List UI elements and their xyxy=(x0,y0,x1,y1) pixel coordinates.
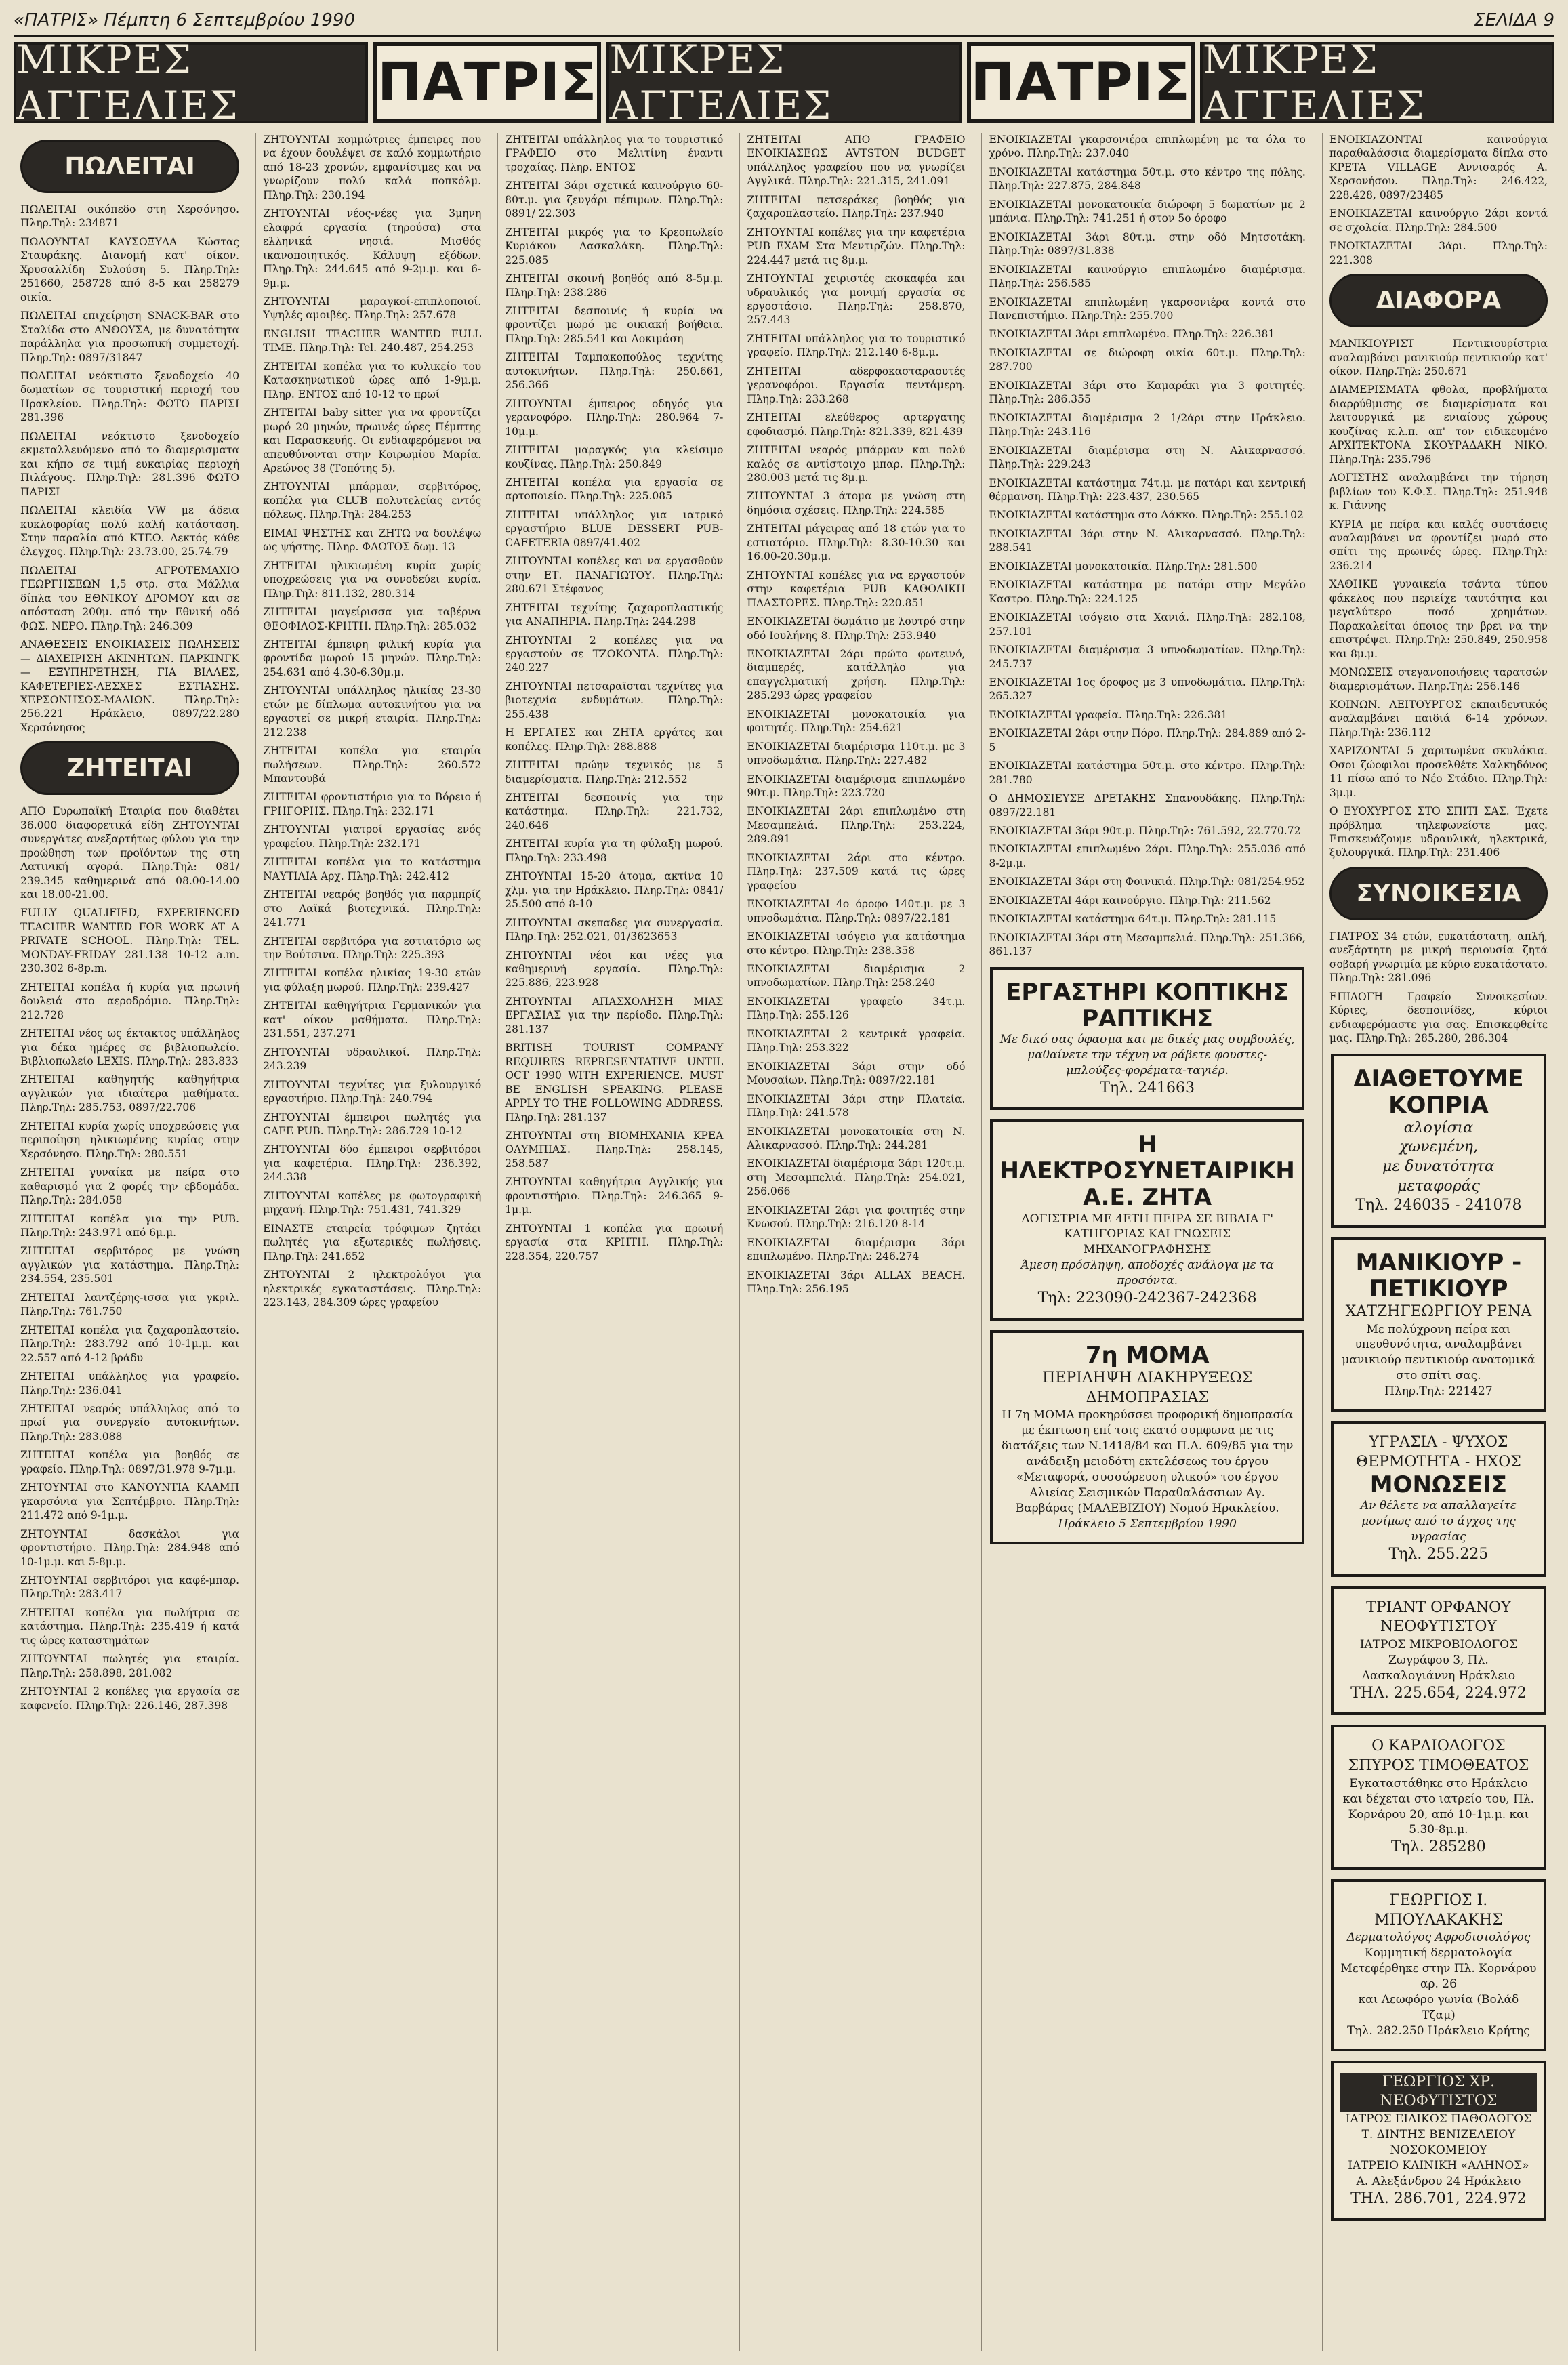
classified-ad: ΖΗΤΕΙΤΑΙ αδερφοκασταραουτές γερανοφόροι. Εργασία πεντάμερη. Πληρ.Τηλ: 233.268 xyxy=(747,365,966,405)
classified-ad: ΖΗΤΕΙΤΑΙ σκοινή βοηθός από 8-5μ.μ. Πληρ.Τηλ: 238.286 xyxy=(505,272,724,299)
ads-list xyxy=(1329,744,1548,860)
classified-ad: ΖΗΤΟΥΝΤΑΙ 2 κοπέλες για να εργαστούν σε ΤΖΟΚΟΝΤΑ. Πληρ.Τηλ: 240.227 xyxy=(505,634,724,674)
classified-ad: ΖΗΤΕΙΤΑΙ κοπέλα για ζαχαροπλαστείο. Πληρ.Τηλ: 283.792 από 10-1μ.μ. και 22.557 από 4-12 βράδυ xyxy=(20,1323,240,1364)
classified-ad: ΕΝΟΙΚΙΑΖΕΤΑΙ ισόγειο για κατάστημα στο κέντρο. Πληρ.Τηλ: 238.358 xyxy=(747,930,966,957)
box-text: Άμεση πρόσληψη, αποδοχές ανάλογα με τα προσόντα. xyxy=(1020,1258,1274,1288)
classified-ad: ΖΗΤΕΙΤΑΙ υπάλληλος για το τουριστικό ΓΡΑΦΕΙΟ στο Μελιτίνη έναντι τροχαίας. Πληρ. ΕΝΤΟΣ xyxy=(505,133,724,173)
column-2 xyxy=(255,133,488,2351)
classified-ad: ΖΗΤΕΙΤΑΙ νεαρός υπάλληλος από το πρωί για συνεργείο αυτοκινήτων. Πληρ.Τηλ: 283.088 xyxy=(20,1402,240,1443)
classified-ad: ΕΝΟΙΚΙΑΖΕΤΑΙ κατάστημα 50τ.μ. στο κέντρο. Πληρ.Τηλ: 281.780 xyxy=(989,760,1306,786)
classified-ad: ΕΝΟΙΚΙΑΖΕΤΑΙ κατάστημα 74τ.μ. με πατάρι και κεντρική θέρμανση. Πληρ.Τηλ: 223.437, 230.565 xyxy=(989,476,1306,503)
page-number: ΣΕΛΙΔΑ 9 xyxy=(1474,10,1554,30)
classified-ad: ΖΗΤΕΙΤΑΙ υπάλληλος για το τουριστικό γραφείο. Πληρ.Τηλ: 212.140 6-8μ.μ. xyxy=(747,332,966,359)
classified-ad: ΕΝΟΙΚΙΑΖΕΤΑΙ μονοκατοικία για φοιτητές. Πληρ.Τηλ: 254.621 xyxy=(747,707,966,735)
classified-ad: ΖΗΤΕΙΤΑΙ κοπέλα ή κυρία για πρωινή δουλειά στο αεροδρόμιο. Πληρ.Τηλ: 212.728 xyxy=(20,981,240,1021)
classified-ad: ΖΗΤΟΥΝΤΑΙ 2 κοπέλες για εργασία σε καφενείο. Πληρ.Τηλ: 226.146, 287.398 xyxy=(20,1685,240,1712)
box-orfanos xyxy=(1331,1586,1546,1716)
classified-ad: ΕΝΟΙΚΙΑΖΕΤΑΙ επιπλωμένη γκαρσονιέρα κοντά στο Πανεπιστήμιο. Πληρ.Τηλ: 255.700 xyxy=(989,295,1306,322)
classified-ad: ΖΗΤΕΙΤΑΙ νέος ως έκτακτος υπάλληλος για δέκα ημέρες σε βιβλιοπωλείο. Βιβλιοπωλείο LEXIS. Πληρ.Τηλ: 283.833 xyxy=(20,1027,240,1068)
classified-ad: ΖΗΤΟΥΝΤΑΙ ΑΠΑΣΧΟΛΗΣΗ ΜΙΑΣ ΕΡΓΑΣΙΑΣ για την περίοδο. Πληρ.Τηλ: 281.137 xyxy=(505,995,724,1035)
box-text: Εγκαταστάθηκε στο Ηράκλειο και δέχεται στο ιατρείο του, Πλ. Κορνάρου 20, από 10-1μ.μ. και 5.30-8μ.μ. xyxy=(1342,1776,1535,1837)
classified-ad: ΕΝΟΙΚΙΑΖΕΤΑΙ 3άρι ALLAX BEACH. Πληρ.Τηλ: 256.195 xyxy=(747,1269,966,1296)
box-text: και Λεωφόρο γωνία (Βολάδ Τζαμ) xyxy=(1358,1992,1519,2022)
classified-ad: ΚΥΡΙΑ με πείρα και καλές συστάσεις αναλαμβάνει να φροντίζει μωρό στο σπίτι της πρωινές ώρες. Πληρ.Τηλ: 236.214 xyxy=(1329,518,1548,572)
classified-ad: ΖΗΤΟΥΝΤΑΙ χειριστές εκσκαφέα και υδραυλικός για μονιμή εργασία σε εργοστάσιο. Πληρ.Τηλ: 258.870, 257.443 xyxy=(747,272,966,327)
box-title: Η ΗΛΕΚΤΡΟΣΥΝΕΤΑΙΡΙΚΗ Α.Ε. ΖΗΤΑ xyxy=(999,1131,1295,1212)
classified-ad: ΕΝΟΙΚΙΑΖΕΤΑΙ διαμέρισμα 3 υπνοδωματίων. Πληρ.Τηλ: 245.737 xyxy=(989,644,1306,670)
box-text: Τ. ΔΙΝΤΗΣ ΒΕΝΙΖΕΛΕΙΟΥ ΝΟΣΟΚΟΜΕΙΟΥ xyxy=(1361,2127,1516,2157)
classified-ad: ΖΗΤΟΥΝΤΑΙ κοπέλες με φωτογραφική μηχανή. Πληρ.Τηλ: 751.431, 741.329 xyxy=(263,1189,482,1216)
classified-ad: ΕΝΟΙΚΙΑΖΕΤΑΙ διαμέρισμα 2 υπνοδωματίων. Πληρ.Τηλ: 258.240 xyxy=(747,963,966,989)
classified-ad: ΕΝΟΙΚΙΑΖΕΤΑΙ 3άρι στην Ν. Αλικαρνασσό. Πληρ.Τηλ: 288.541 xyxy=(989,527,1306,554)
classified-ad: Η ΕΡΓΑΤΕΣ και ΖΗΤΑ εργάτες και κοπέλες. Πληρ.Τηλ: 288.888 xyxy=(505,726,724,753)
ads-list xyxy=(747,133,965,1296)
classified-ad: ΖΗΤΟΥΝΤΑΙ νέος-νέες για 3μηνη ελαφρά εργασία (τηρούσα) στα ελληνικά νησιά. Μισθός ικανοποιητικός. Κάλυψη εξόδων. Πληρ.Τηλ: 244.645 από 9-2μ.μ. και 6-9μ.μ. xyxy=(263,207,482,289)
box-text: Μετεφέρθηκε στην Πλ. Κορνάρου αρ. 26 xyxy=(1340,1962,1537,1991)
classified-ad: ΖΗΤΕΙΤΑΙ δεσποινίς ή κυρία να φροντίζει μωρό με οικιακή βοήθεια. Πληρ.Τηλ: 285.541 και Δοκιμάση xyxy=(505,304,724,345)
box-neofytistos xyxy=(1331,2061,1546,2221)
classified-ad: ΖΗΤΟΥΝΤΑΙ σκεπαδες για συνεργασία. Πληρ.Τηλ: 252.021, 01/3623653 xyxy=(505,916,724,943)
classified-ad: ΑΝΑΘΕΣΕΙΣ ΕΝΟΙΚΙΑΣΕΙΣ ΠΩΛΗΣΕΙΣ — ΔΙΑΧΕΙΡΙΣΗ ΑΚΙΝΗΤΩΝ. ΠΑΡΚΙΝΓΚ — ΕΞΥΠΗΡΕΤΗΣΗ, ΓΙΑ ΒΙΛΛΕΣ, ΚΑΦΕΤΕΡΙΕΣ-ΛΕΣΧΕΣ ΕΣΤΙΑΣΗΣ. ΧΕΡΣΟΝΗΣΟΣ-ΜΑΛΙΩΝ. Πληρ.Τηλ: 256.221 Ηράκλειο, 0897/22.280 Χερσόνησος xyxy=(20,638,240,734)
box-phone: Τηλ: 223090-242367-242368 xyxy=(1037,1290,1257,1307)
box-title: 7η ΜΟΜΑ xyxy=(1085,1341,1210,1369)
box-title: ΓΕΩΡΓΙΟΣ ΧΡ. ΝΕΟΦΥΤΙΣΤΟΣ xyxy=(1340,2073,1537,2112)
box-phone: Τηλ. 241663 xyxy=(1100,1079,1195,1096)
classified-ad: BRITISH TOURIST COMPANY REQUIRES REPRESENTATIVE UNTIL OCT 1990 WITH EXPERIENCE. MUST BE ENGLISH SPEAKING. PLEASE APPLY TO THE FOLLOWING ADDRESS. Πληρ.Τηλ: 281.137 xyxy=(505,1042,724,1124)
classified-ad: ΖΗΤΕΙΤΑΙ κοπέλα για την PUB. Πληρ.Τηλ: 243.971 από 6μ.μ. xyxy=(20,1212,240,1239)
classified-ad: ΖΗΤΕΙΤΑΙ 3άρι σχετικά καινούργιο 60-80τ.μ. για ζευγάρι πέπιμων. Πληρ.Τηλ: 0891/ 22.303 xyxy=(505,180,724,220)
classified-ad: ΖΗΤΟΥΝΤΑΙ μαραγκοί-επιπλοποιοί. Υψηλές αμοιβές. Πληρ.Τηλ: 257.678 xyxy=(263,295,482,322)
box-line: χωνεμένη, xyxy=(1399,1138,1478,1156)
classified-ad: ΖΗΤΕΙΤΑΙ κοπέλα για το κυλικείο του Κατασκηνωτικού ώρες από 1-9μ.μ. Πληρ. ΕΝΤΟΣ από 10-12 το πρωί xyxy=(263,360,482,400)
ads-list xyxy=(1329,337,1548,739)
section-heading-poleitai: ΠΩΛΕΙΤΑΙ xyxy=(20,140,239,193)
box-title: ΜΑΝΙΚΙΟΥΡ - ΠΕΤΙΚΙΟΥΡ xyxy=(1355,1248,1522,1302)
classified-ad: ΖΗΤΟΥΝΤΑΙ υπάλληλος ηλικίας 23-30 ετών με δίπλωμα αυτοκινήτου για να εργαστεί σε μικρή εταιρία. Πληρ.Τηλ: 212.238 xyxy=(263,684,482,739)
classified-ad: ΕΝΟΙΚΙΑΖΕΤΑΙ διαμέρισμα 2 1/2άρι στην Ηράκλειο. Πληρ.Τηλ: 243.116 xyxy=(989,411,1306,438)
classified-ad: ΕΝΟΙΚΙΑΖΕΤΑΙ 1ος όροφος με 3 υπνοδωμάτια. Πληρ.Τηλ: 265.327 xyxy=(989,676,1306,703)
classified-ad: ΕΝΟΙΚΙΑΖΕΤΑΙ διαμέρισμα 3άρι 120τ.μ. στη Μεσαμπελιά. Πληρ.Τηλ: 254.021, 256.066 xyxy=(747,1157,966,1198)
classified-ad: ΖΗΤΕΙΤΑΙ μαραγκός για κλείσιμο κουζίνας. Πληρ.Τηλ: 250.849 xyxy=(505,444,724,470)
classified-ad: ΖΗΤΟΥΝΤΑΙ μπάρμαν, σερβιτόρος, κοπέλα για CLUB πολυτελείας εντός πόλεως. Πληρ.Τηλ: 284.253 xyxy=(263,480,482,521)
classified-ad: ΖΗΤΕΙΤΑΙ κοπέλα για το κατάστημα ΝΑΥΤΙΛΙΑ Αρχ. Πληρ.Τηλ: 242.412 xyxy=(263,856,482,882)
classified-ad: ΖΗΤΕΙΤΑΙ μάγειρας από 18 ετών για το εστιατόριο. Πληρ.Τηλ: 8.30-10.30 και 16.00-20.30μ.μ. xyxy=(747,522,966,563)
box-date: Ηράκλειο 5 Σεπτεμβρίου 1990 xyxy=(1058,1517,1237,1531)
classified-ad: ΜΑΝΙΚΙΟΥΡΙΣΤ Πεντικιουρίστρια αναλαμβάνει μανικιούρ πεντικιούρ κατ' οίκον. Πληρ.Τηλ: 250.671 xyxy=(1329,337,1548,377)
box-phone: Τηλ. 255.225 xyxy=(1388,1546,1489,1563)
classified-ad: ΕΝΟΙΚΙΑΖΕΤΑΙ μονοκατοικία. Πληρ.Τηλ: 281.500 xyxy=(989,560,1258,573)
box-name: Δερματολόγος Αφροδισιολόγος xyxy=(1346,1931,1531,1945)
classified-ad: ΕΝΟΙΚΙΑΖΕΤΑΙ 2άρι επιπλωμένο στη Μεσαμπελιά. Πληρ.Τηλ: 253.224, 289.891 xyxy=(747,805,966,846)
classified-ad: ΖΗΤΟΥΝΤΑΙ δασκάλοι για φροντιστήριο. Πληρ.Τηλ: 284.948 από 10-1μ.μ. και 5-8μ.μ. xyxy=(20,1527,240,1568)
classified-ad: ΕΝΟΙΚΙΑΖΕΤΑΙ 3άρι 90τ.μ. Πληρ.Τηλ: 761.592, 22.770.72 xyxy=(989,825,1301,838)
box-title: ΓΕΩΡΓΙΟΣ Ι. ΜΠΟΥΛΑΚΑΚΗΣ xyxy=(1374,1892,1503,1929)
box-name: ΙΑΤΡΟΣ ΕΙΔΙΚΟΣ ΠΑΘΟΛΟΓΟΣ xyxy=(1345,2112,1532,2126)
box-text: Με δικό σας ύφασμα και με δικές μας συμβουλές, μαθαίνετε την τέχνη να ράβετε φουστες-μπλούζες-φορέματα-ταγιέρ. xyxy=(999,1032,1295,1077)
box-subtitle: ΠΕΡΙΛΗΨΗ ΔΙΑΚΗΡΥΞΕΩΣ ΔΗΜΟΠΡΑΣΙΑΣ xyxy=(1042,1369,1253,1406)
box-title: ΤΡΙΑΝΤ ΟΡΦΑΝΟΥ ΝΕΟΦΥΤΙΣΤΟΥ xyxy=(1366,1599,1511,1636)
classified-ad: ΖΗΤΕΙΤΑΙ πετσεράκες βοηθός για ζαχαροπλαστείο. Πληρ.Τηλ: 237.940 xyxy=(747,193,966,220)
classified-ad: ΕΝΟΙΚΙΑΖΕΤΑΙ 3άρι στη Μεσαμπελιά. Πληρ.Τηλ: 251.366, 861.137 xyxy=(989,931,1306,958)
classified-ad: ΖΗΤΕΙΤΑΙ κυρία χωρίς υποχρεώσεις για περιποίηση ηλικιωμένης κυρίας στην Χερσόνησο. Πληρ.Τηλ: 280.551 xyxy=(20,1119,240,1160)
banner-logo-1: ΠΑΤΡΙΣ xyxy=(373,42,601,123)
classified-ad: ΕΝΟΙΚΙΑΖΕΤΑΙ μονοκατοικία στη Ν. Αλικαρνασσό. Πληρ.Τηλ: 244.281 xyxy=(747,1125,966,1151)
box-title: Ο ΚΑΡΔΙΟΛΟΓΟΣ ΣΠΥΡΟΣ ΤΙΜΟΘΕΑΤΟΣ xyxy=(1348,1737,1529,1775)
classified-ad: ΖΗΤΕΙΤΑΙ baby sitter για να φροντίζει μωρό 20 μηνών, πρωινές ώρες Πέμπτης και Παρασκευής. Οι ενδιαφερόμενοι να απευθύνονται στην Κοιρωμίου Μαρία. Αρεώνος 38 (Τοπότης 5). xyxy=(263,407,482,474)
classified-ad: ΖΗΤΕΙΤΑΙ καθηγήτρια Γερμανικών για κατ' οίκον μαθήματα. Πληρ.Τηλ: 231.551, 237.271 xyxy=(263,1000,482,1040)
classified-ad: ΖΗΤΕΙΤΑΙ λαντζέρης-ισσα για γκριλ. Πληρ.Τηλ: 761.750 xyxy=(20,1291,240,1318)
box-line: με δυνατότητα xyxy=(1382,1157,1495,1175)
classified-ad: ΕΝΟΙΚΙΑΖΕΤΑΙ 4ο όροφο 140τ.μ. με 3 υπνοδωμάτια. Πληρ.Τηλ: 0897/22.181 xyxy=(747,898,966,924)
classified-ad: ΕΝΟΙΚΙΑΖΕΤΑΙ κατάστημα με πατάρι στην Μεγάλο Καστρο. Πληρ.Τηλ: 224.125 xyxy=(989,579,1306,605)
box-kopria xyxy=(1331,1054,1546,1228)
classified-ad: ΠΩΛΕΙΤΑΙ νεόκτιστο ξενοδοχείο 40 δωματίων σε τουριστική περιοχή του Ηρακλείου. Πληρ.Τηλ: ΦΩΤΟ ΠΑΡΙΣΙ 281.396 xyxy=(20,369,240,424)
classified-ad: ΖΗΤΕΙΤΑΙ ΑΠΟ ΓΡΑΦΕΙΟ ΕΝΟΙΚΙΑΣΕΩΣ AVTSTON BUDGET υπάλληλος γραφείου που να γνωρίζει Αγγλικά. Πληρ.Τηλ: 221.315, 241.091 xyxy=(747,133,966,188)
classified-ad: ΖΗΤΟΥΝΤΑΙ σερβιτόροι για καφέ-μπαρ. Πληρ.Τηλ: 283.417 xyxy=(20,1574,240,1601)
classified-ad: ΓΙΑΤΡΟΣ 34 ετών, ευκατάστατη, απλή, ανεξάρτητη με μικρή περιουσία ζητά σοβαρή γνωριμία με κύριο ευκατάστατο. Πληρ.Τηλ: 281.096 xyxy=(1329,930,1548,985)
ads-list xyxy=(263,133,481,1309)
classified-ad: ΕΝΟΙΚΙΑΖΕΤΑΙ δωμάτιο με λουτρό στην οδό Ιουλήνης 8. Πληρ.Τηλ: 253.940 xyxy=(747,615,966,642)
classified-ad: ΖΗΤΟΥΝΤΑΙ καθηγήτρια Αγγλικής για φροντιστήριο. Πληρ.Τηλ: 246.365 9-1μ.μ. xyxy=(505,1176,724,1216)
classified-ad: ΕΠΙΛΟΓΗ Γραφείο Συνοικεσίων. Κύριες, δεσποινίδες, κύριοι ενδιαφερόμαστε για σας. Επισκεφθείτε μας. Πληρ.Τηλ: 285.280, 286.304 xyxy=(1329,990,1548,1045)
classified-ad: ΖΗΤΟΥΝΤΑΙ κοπέλες για να εργαστούν στην καφετέρια PUB ΚΑΘΟΛΙΚΗ ΠΛΑΣΤΟΡΕΣ. Πληρ.Τηλ: 220.851 xyxy=(747,569,966,609)
banner-classifieds-1: ΜΙΚΡΕΣ ΑΓΓΕΛΙΕΣ xyxy=(14,42,368,123)
classified-ad: ΕΝΟΙΚΙΑΖΕΤΑΙ 3άρι στο Καμαράκι για 3 φοιτητές. Πληρ.Τηλ: 286.355 xyxy=(989,379,1306,406)
classified-ad: ΕΝΟΙΚΙΑΖΕΤΑΙ γραφείο 34τ.μ. Πληρ.Τηλ: 255.126 xyxy=(747,995,966,1022)
classified-ad: ΕΙΜΑΙ ΨΗΣΤΗΣ και ΖΗΤΩ να δουλέψω ως ψήστης. Πληρ. ΦΛΩΤΟΣ δωμ. 13 xyxy=(263,527,482,554)
classified-ad: ΕΝΟΙΚΙΑΖΟΝΤΑΙ καινούργια παραθαλάσσια διαμερίσματα δίπλα στο KPETA VILLAGE Αννισαρός Α. Χερσονήσου. Πληρ.Τηλ: 246.422, 228.428, 0897/23485 xyxy=(1329,133,1548,201)
section-heading-zitetai: ΖΗΤΕΙΤΑΙ xyxy=(20,741,239,795)
box-phone: ΤΗΛ. 286.701, 224.972 xyxy=(1350,2189,1527,2207)
ads-list xyxy=(505,133,723,1263)
classified-ad: ΕΝΟΙΚΙΑΖΕΤΑΙ κατάστημα 50τ.μ. στο κέντρο της πόλης. Πληρ.Τηλ: 227.875, 284.848 xyxy=(989,165,1306,192)
classified-ad: ΖΗΤΟΥΝΤΑΙ στη ΒΙΟΜΗΧΑΝΙΑ ΚΡΕΑ ΟΛΥΜΠΙΑΣ. Πληρ.Τηλ: 258.145, 258.587 xyxy=(505,1130,724,1170)
ads-grid xyxy=(14,133,1554,2351)
classified-ad: ENGLISH TEACHER WANTED FULL TIME. Πληρ.Τηλ: Tel. 240.487, 254.253 xyxy=(263,327,482,354)
masthead-strip xyxy=(14,5,1554,37)
box-text: Α. Αλεξάνδρου 24 Ηράκλειο xyxy=(1356,2174,1521,2188)
classified-ad: ΕΝΟΙΚΙΑΖΕΤΑΙ 3άρι στην Πλατεία. Πληρ.Τηλ: 241.578 xyxy=(747,1092,966,1119)
box-name: ΧΑΤΖΗΓΕΩΡΓΙΟΥ ΡΕΝΑ xyxy=(1345,1302,1532,1320)
ads-list xyxy=(1329,133,1548,267)
classified-ad: ΖΗΤΟΥΝΤΑΙ 15-20 άτομα, ακτίνα 10 χλμ. για την Ηράκλειο. Πληρ.Τηλ: 0841/ 25.500 από 8-10 xyxy=(505,870,724,911)
classified-ad: ΕΝΟΙΚΙΑΖΕΤΑΙ σε διώροφη οικία 60τ.μ. Πληρ.Τηλ: 287.700 xyxy=(989,346,1306,373)
box-name: ΙΑΤΡΟΣ ΜΙΚΡΟΒΙΟΛΟΓΟΣ xyxy=(1359,1638,1518,1652)
classified-ad: ΕΙΝΑΣΤΕ εταιρεία τρόφιμων ζητάει πωλητές για εξωτερικές πωλήσεις. Πληρ.Τηλ: 241.652 xyxy=(263,1222,482,1262)
classified-ad: ΖΗΤΕΙΤΑΙ κοπέλα για εταιρία πωλήσεων. Πληρ.Τηλ: 260.572 Μπαντουβά xyxy=(263,745,482,785)
classified-ad: ΖΗΤΕΙΤΑΙ κοπέλα για εργασία σε αρτοποιείο. Πληρ.Τηλ: 225.085 xyxy=(505,476,724,503)
classified-ad: ΖΗΤΕΙΤΑΙ νεαρός βοηθός για παρμπρίζ στο Λαϊκά βιοτεχνικά. Πληρ.Τηλ: 241.771 xyxy=(263,888,482,929)
classified-ad: ΕΝΟΙΚΙΑΖΕΤΑΙ 2άρι για φοιτητές στην Κνωσού. Πληρ.Τηλ: 216.120 8-14 xyxy=(747,1204,966,1231)
box-phone: Τηλ. 282.250 Ηράκλειο Κρήτης xyxy=(1347,2023,1530,2038)
classified-ad: ΖΗΤΕΙΤΑΙ γυναίκα με πείρα στο καθαρισμό για 2 φορές την εβδομάδα. Πληρ.Τηλ: 284.058 xyxy=(20,1166,240,1207)
column-3 xyxy=(497,133,730,2351)
classified-ad: ΕΝΟΙΚΙΑΖΕΤΑΙ καινούργιο 2άρι κοντά σε σχολεία. Πληρ.Τηλ: 284.500 xyxy=(1329,207,1548,234)
classified-ad: ΖΗΤΕΙΤΑΙ δεσποινίς για την κατάστημα. Πληρ.Τηλ: 221.732, 240.646 xyxy=(505,791,724,831)
masthead-date: «ΠΑΤΡΙΣ» Πέμπτη 6 Σεπτεμβρίου 1990 xyxy=(14,10,356,30)
classified-ad: ΖΗΤΟΥΝΤΑΙ γιατροί εργασίας ενός γραφείου. Πληρ.Τηλ: 232.171 xyxy=(263,823,482,850)
classified-ad: ΖΗΤΟΥΝΤΑΙ έμπειρος οδηγός για γερανοφόρο. Πληρ.Τηλ: 280.964 7-10μ.μ. xyxy=(505,397,724,438)
ads-list xyxy=(20,203,239,735)
classified-ad: ΠΩΛΕΙΤΑΙ κλειδία VW με άδεια κυκλοφορίας πολύ καλή κατάσταση. Στην παραλία από ΚΤΕΟ. Δεκτός κάθε έλεγχος. Πληρ.Τηλ: 23.73.00, 25.74.79 xyxy=(20,504,240,558)
classified-ad: ΕΝΟΙΚΙΑΖΕΤΑΙ 4άρι καινούργιο. Πληρ.Τηλ: 211.562 xyxy=(989,894,1271,907)
box-title: ΥΓΡΑΣΙΑ - ΨΥΧΟΣ ΘΕΡΜΟΤΗΤΑ - ΗΧΟΣ xyxy=(1356,1434,1521,1471)
box-text: Ζωγράφου 3, Πλ. Δασκαλογιάννη Ηράκλειο xyxy=(1361,1653,1516,1683)
classified-ad: ΕΝΟΙΚΙΑΖΕΤΑΙ 3άρι στην οδό Μουσαίων. Πληρ.Τηλ: 0897/22.181 xyxy=(747,1060,966,1087)
box-ygrasia xyxy=(1331,1421,1546,1577)
classified-ad: ΖΗΤΕΙΤΑΙ κοπέλα για βοηθός σε γραφείο. Πληρ.Τηλ: 0897/31.978 9-7μ.μ. xyxy=(20,1449,240,1475)
classified-ad: ΖΗΤΕΙΤΑΙ μαγείρισσα για ταβέρνα ΘΕΟΦΙΛΟΣ-ΚΡΗΤΗ. Πληρ.Τηλ: 285.032 xyxy=(263,606,482,632)
classified-ad: ΑΠΟ Ευρωπαϊκή Εταιρία που διαθέτει 36.000 διαφορετικά είδη ΖΗΤΟΥΝΤΑΙ συνεργάτες ανεξαρτήτως φύλου για την προώθηση των προϊόντων της στη Λατινική αγορά. Πληρ.Τηλ: 081/ 239.345 καθημερινά από 08.00-14.00 και 18.00-21.00. xyxy=(20,805,240,901)
classified-ad: ΠΩΛΕΙΤΑΙ οικόπεδο στη Χερσόνησο. Πληρ.Τηλ: 234871 xyxy=(20,203,240,230)
banner-classifieds-2: ΜΙΚΡΕΣ ΑΓΓΕΛΙΕΣ xyxy=(606,42,961,123)
box-text: Κομμητική δερματολογία xyxy=(1364,1946,1512,1960)
classified-ad: ΕΝΟΙΚΙΑΖΕΤΑΙ 2άρι στο κέντρο. Πληρ.Τηλ: 237.509 κατά τις ώρες γραφείου xyxy=(747,851,966,892)
box-line: μεταφοράς xyxy=(1397,1177,1480,1195)
classified-ad: ΕΝΟΙΚΙΑΖΕΤΑΙ κατάστημα στο Λάκκο. Πληρ.Τηλ: 255.102 xyxy=(989,509,1304,522)
ads-list xyxy=(1329,930,1548,1046)
box-phone: Πληρ.Τηλ: 221427 xyxy=(1384,1384,1493,1399)
classified-ad: ΖΗΤΟΥΝΤΑΙ στο ΚΑΝΟΥΝΤΙΑ ΚΛΑΜΠ γκαρσόνια για Σεπτέμβριο. Πληρ.Τηλ: 211.472 από 9-1μ.μ. xyxy=(20,1481,240,1522)
classified-ad: ΕΝΟΙΚΙΑΖΕΤΑΙ επιπλωμένο 2άρι. Πληρ.Τηλ: 255.036 από 8-2μ.μ. xyxy=(989,843,1306,869)
classified-ad: ΖΗΤΟΥΝΤΑΙ κομμώτριες έμπειρες που να έχουν δουλέψει σε καλό κομμωτήριο από 18-23 χρονών, εμφανίσιμες και να γνωρίζουν πολύ καλά ποπκόλμ. Πληρ.Τηλ: 230.194 xyxy=(263,133,482,201)
classified-ad: ΖΗΤΟΥΝΤΑΙ 1 κοπέλα για πρωινή εργασία στα ΚΡΗΤΗ. Πληρ.Τηλ: 228.354, 220.757 xyxy=(505,1222,724,1262)
box-phone: Τηλ. 285280 xyxy=(1391,1838,1486,1856)
ads-list xyxy=(20,804,239,1712)
section-banner xyxy=(14,37,1554,129)
classified-ad: ΖΗΤΕΙΤΑΙ Ταμπακοπούλος τεχνίτης αυτοκινήτων. Πληρ.Τηλ: 250.661, 256.366 xyxy=(505,351,724,392)
classified-ad: ΕΝΟΙΚΙΑΖΕΤΑΙ 3άρι στη Φοινικιά. Πληρ.Τηλ: 081/254.952 xyxy=(989,876,1305,888)
classified-ad: ΖΗΤΕΙΤΑΙ φροντιστήριο για το Βόρειο ή ΓΡΗΓΟΡΗΣ. Πληρ.Τηλ: 232.171 xyxy=(263,791,482,817)
classified-ad: ΕΝΟΙΚΙΑΖΕΤΑΙ 3άρι 80τ.μ. στην οδό Μητσοτάκη. Πληρ.Τηλ: 0897/31.838 xyxy=(989,230,1306,258)
classified-ad: ΖΗΤΟΥΝΤΑΙ έμπειροι πωλητές για CAFE PUB. Πληρ.Τηλ: 286.729 10-12 xyxy=(263,1111,482,1137)
classified-ad: ΕΝΟΙΚΙΑΖΕΤΑΙ ισόγειο στα Χανιά. Πληρ.Τηλ: 282.108, 257.101 xyxy=(989,611,1306,638)
classified-ad: ΖΗΤΕΙΤΑΙ υπάλληλος για γραφείο. Πληρ.Τηλ: 236.041 xyxy=(20,1370,240,1397)
classified-ad: ΧΑΘΗΚΕ γυναικεία τσάντα τύπου φάκελος που περιείχε ταυτότητα και μεγαλύτερο ποσό χρημάτων. Παρακαλείται όποιος την βρει να την επιστρέψει. Πληρ.Τηλ: 250.849, 250.958 και 8μ.μ. xyxy=(1329,578,1548,660)
classified-ad: ΖΗΤΕΙΤΑΙ κοπέλα για πωλήτρια σε κατάστημα. Πληρ.Τηλ: 235.419 ή κατά τις ώρες καταστημάτων xyxy=(20,1606,240,1647)
ads-list xyxy=(989,133,1305,959)
box-text: ΛΟΓΙΣΤΡΙΑ ΜΕ 4ΕΤΗ ΠΕΙΡΑ ΣΕ ΒΙΒΛΙΑ Γ' ΚΑΤΗΓΟΡΙΑΣ ΚΑΙ ΓΝΩΣΕΙΣ ΜΗΧΑΝΟΓΡΑΦΗΣΗΣ xyxy=(1021,1212,1274,1257)
box-moma xyxy=(990,1330,1304,1544)
classified-ad: ΖΗΤΕΙΤΑΙ κυρία για τη φύλαξη μωρού. Πληρ.Τηλ: 233.498 xyxy=(505,838,724,864)
banner-logo-2: ΠΑΤΡΙΣ xyxy=(967,42,1195,123)
classified-ad: Ο ΔΗΜΟΣΙΕΥΣΕ ΔΡΕΤΑΚΗΣ Σπανουδάκης. Πληρ.Τηλ: 0897/22.181 xyxy=(989,792,1306,819)
classified-ad: ΠΩΛΕΙΤΑΙ ΑΓΡΟΤΕΜΑΧΙΟ ΓΕΩΡΓΗΣΕΩΝ 1,5 στρ. στα Μάλλια δίπλα του ΕΘΝΙΚΟΥ ΔΡΟΜΟΥ και σε απόσταση 200μ. από την Εθνική οδό ΦΩΣ. ΝΕΡΟ. Πληρ.Τηλ: 246.309 xyxy=(20,564,240,632)
classified-ad: ΖΗΤΟΥΝΤΑΙ κοπέλες για την καφετέρια PUB EXAM Στα Μεντιρζών. Πληρ.Τηλ: 224.447 μετά τις 8μ.μ. xyxy=(747,226,966,266)
classified-ad: ΖΗΤΟΥΝΤΑΙ πωλητές για εταιρία. Πληρ.Τηλ: 258.898, 281.082 xyxy=(20,1653,240,1679)
classified-ad: ΕΝΟΙΚΙΑΖΕΤΑΙ 3άρι. Πληρ.Τηλ: 221.308 xyxy=(1329,240,1548,266)
box-phone: ΤΗΛ. 225.654, 224.972 xyxy=(1350,1684,1527,1702)
classified-ad: ΕΝΟΙΚΙΑΖΕΤΑΙ καινούργιο επιπλωμένο διαμέρισμα. Πληρ.Τηλ: 256.585 xyxy=(989,263,1306,290)
classified-ad: ΖΗΤΟΥΝΤΑΙ υδραυλικοί. Πληρ.Τηλ: 243.239 xyxy=(263,1046,482,1073)
classified-ad: ΖΗΤΕΙΤΑΙ ελεύθερος αρτεργατης εφοδιασμό. Πληρ.Τηλ: 821.339, 821.439 xyxy=(747,411,966,438)
classified-ad: ΜΟΝΩΣΕΙΣ στεγανοποιήσεις ταρατσών διαμερισμάτων. Πληρ.Τηλ: 256.146 xyxy=(1329,666,1548,693)
classified-ad: ΖΗΤΟΥΝΤΑΙ πετσαραϊσται τεχνίτες για βιοτεχνία ενδυμάτων. Πληρ.Τηλ: 255.438 xyxy=(505,680,724,720)
classified-ad: ΖΗΤΟΥΝΤΑΙ 2 ηλεκτρολόγοι για ηλεκτρικές εγκαταστάσεις. Πληρ.Τηλ: 223.143, 284.309 ώρες γραφείου xyxy=(263,1269,482,1309)
classified-ad: Ο ΕΥΟΧΥΡΓΟΣ ΣΤΟ ΣΠΙΤΙ ΣΑΣ. Έχετε πρόβλημα τηλεφωνείστε μας. Επισκευάζουμε υδραυλικά, ηλεκτρικά, ξυλουργικά. Πληρ.Τηλ: 231.406 xyxy=(1329,805,1548,859)
box-ergastiri xyxy=(990,967,1304,1111)
box-kardiologos xyxy=(1331,1725,1546,1870)
column-4 xyxy=(739,133,972,2351)
classified-ad: ΧΑΡΙΖΟΝΤΑΙ 5 χαριτωμένα σκυλάκια. Οσοι ζώοφιλοι προσελθέτε Χαλκηδόνος 11 πίσω από το Νέο Στάδιο. Πληρ.Τηλ: 3μ.μ. xyxy=(1329,745,1548,799)
classified-ad: ΖΗΤΟΥΝΤΑΙ δύο έμπειροι σερβιτόροι για καφετέρια. Πληρ.Τηλ: 236.392, 244.338 xyxy=(263,1143,482,1184)
classified-ad: ΠΩΛΟΥΝΤΑΙ ΚΑΥΣΟΞΥΛΑ Κώστας Σταυράκης. Διανομή κατ' οίκον. Χρυσαλλίδη Συλούση 5. Πληρ.Τηλ: 251660, 258728 από 8-5 και 258279 οικία. xyxy=(20,235,240,304)
classified-ad: ΖΗΤΕΙΤΑΙ ηλικιωμένη κυρία χωρίς υποχρεώσεις για να συνοδεύει κυρία. Πληρ.Τηλ: 811.132, 280.314 xyxy=(263,559,482,600)
classified-ad: ΖΗΤΕΙΤΑΙ σερβιτόρα για εστιατόριο ως την Βούτσινα. Πληρ.Τηλ: 225.393 xyxy=(263,934,482,962)
classified-ad: ΕΝΟΙΚΙΑΖΕΤΑΙ 2άρι στην Πόρο. Πληρ.Τηλ: 284.889 από 2-5 xyxy=(989,727,1306,754)
box-text: Αν θέλετε να απαλλαγείτε μονίμως από το άγχος της υγρασίας xyxy=(1360,1499,1517,1544)
classified-ad: ΖΗΤΕΙΤΑΙ πρώην τεχνικός με 5 διαμερίσματα. Πληρ.Τηλ: 212.552 xyxy=(505,759,724,785)
classified-ad: ΕΝΟΙΚΙΑΖΕΤΑΙ 2 κεντρικά γραφεία. Πληρ.Τηλ: 253.322 xyxy=(747,1027,966,1054)
column-5 xyxy=(981,133,1312,2351)
classified-ad: ΠΩΛΕΙΤΑΙ νεόκτιστο ξενοδοχείο εκμεταλλευόμενο από το διαμερισματα και κήπο σε τιμή ευκαιρίας περιοχή Πιλάγους. Πληρ.Τηλ: 281.396 ΦΩΤΟ ΠΑΡΙΣΙ xyxy=(20,430,240,498)
classified-ad: ΕΝΟΙΚΙΑΖΕΤΑΙ διαμέρισμα 110τ.μ. με 3 υπνοδωμάτια. Πληρ.Τηλ: 227.482 xyxy=(747,740,966,767)
classified-ad: ΖΗΤΟΥΝΤΑΙ κοπέλες και να εργασθούν στην ΕΤ. ΠΑΝΑΓΙΩΤΟΥ. Πληρ.Τηλ: 280.671 Στέφανος xyxy=(505,555,724,596)
box-title: ΔΙΑΘΕΤΟΥΜΕ ΚΟΠΡΙΑ xyxy=(1353,1065,1524,1119)
classified-ad: ΕΝΟΙΚΙΑΖΕΤΑΙ γραφεία. Πληρ.Τηλ: 226.381 xyxy=(989,708,1228,721)
column-1 xyxy=(14,133,246,2351)
classified-ad: ΖΗΤΕΙΤΑΙ μικρός για το Κρεοπωλείο Κυριάκου Δασκαλάκη. Πληρ.Τηλ: 225.085 xyxy=(505,226,724,266)
classified-ad: ΕΝΟΙΚΙΑΖΕΤΑΙ 2άρι πρώτο φωτεινό, διαμπερές, κατάλληλο για επαγγελματική χρήση. Πληρ.Τηλ: 285.293 ώρες γραφείου xyxy=(747,647,966,702)
column-6 xyxy=(1322,133,1554,2351)
classified-ad: ΔΙΑΜΕΡΙΣΜΑΤΑ φθολα, προβλήματα διαρρύθμισης σε διαμερίσματα και λειτουργικά με ενιαίους χώρους κουζίνας κ.λ.π. απ' τον ειδικευμένο ΑΡΧΙΤΕΚΤΟΝΑ ΣΚΟΥΡΑΔΑΚΗ ΝΙΚΟ. Πληρ.Τηλ: 235.796 xyxy=(1329,384,1548,466)
box-text: ΙΑΤΡΕΙΟ ΚΛΙΝΙΚΗ «ΑΛΗΝΟΣ» xyxy=(1348,2158,1529,2173)
box-text: Η 7η ΜΟΜΑ προκηρύσσει προφορική δημοπρασία με έκπτωση επί τοις εκατό συμφωνα με τις διατάξεις των Ν.1418/84 και Π.Δ. 609/85 για την ανάδειξη μειοδότη εκτελέσεως του έργου «Μεταφορά, συσσώρευση υλικού» του έργου Αλιείας Σεισμικών Παραθαλάσσιων Αγ. Βαρβάρας (ΜΑΛΕΒΙΖΙΟΥ) Νομού Ηρακλείου. xyxy=(1001,1408,1294,1515)
classified-ad: ΖΗΤΟΥΝΤΑΙ τεχνίτες για ξυλουργικό εργαστήριο. Πληρ.Τηλ: 240.794 xyxy=(263,1078,482,1105)
section-heading-diafora: ΔΙΑΦΟΡΑ xyxy=(1329,274,1548,327)
classified-ad: ΠΩΛΕΙΤΑΙ επιχείρηση SNACK-BAR στο Σταλίδα στο ΑΝΘΟΥΣΑ, με δυνατότητα παράλληλα για προσωπική συμμετοχή. Πληρ.Τηλ: 0897/31847 xyxy=(20,310,240,364)
box-name: ΜΟΝΩΣΕΙΣ xyxy=(1369,1471,1508,1499)
classified-ad: ΕΝΟΙΚΙΑΖΕΤΑΙ διαμέρισμα επιπλωμένο 90τ.μ. Πληρ.Τηλ: 223.720 xyxy=(747,773,966,800)
classified-ad: ΖΗΤΟΥΝΤΑΙ 3 άτομα με γνώση στη δημόσια σχέσεις. Πληρ.Τηλ: 224.585 xyxy=(747,490,966,516)
classified-ad: FULLY QUALIFIED, EXPERIENCED TEACHER WANTED FOR WORK AT A PRIVATE SCHOOL. Πληρ.Τηλ: TEL. MONDAY-FRIDAY 281.138 10-12 a.m. 230.302 6-8p.m. xyxy=(20,907,240,975)
classified-ad: ΛΟΓΙΣΤΗΣ αναλαμβάνει την τήρηση βιβλίων του Κ.Φ.Σ. Πληρ.Τηλ: 251.948 κ. Γιάννης xyxy=(1329,472,1548,512)
classified-ad: ΕΝΟΙΚΙΑΖΕΤΑΙ μονοκατοικία διώροφη 5 δωματίων με 2 μπάνια. Πληρ.Τηλ: 741.251 ή στον 5ο όροφο xyxy=(989,198,1306,225)
section-heading-synoikesia: ΣΥΝΟΙΚΕΣΙΑ xyxy=(1329,867,1548,920)
classified-ad: ΖΗΤΕΙΤΑΙ κοπέλα ηλικίας 19-30 ετών για φύλαξη μωρού. Πληρ.Τηλ: 239.427 xyxy=(263,967,482,993)
box-manikiour xyxy=(1331,1237,1546,1412)
classified-ad: ΕΝΟΙΚΙΑΖΕΤΑΙ κατάστημα 64τ.μ. Πληρ.Τηλ: 281.115 xyxy=(989,913,1277,926)
box-phone: Τηλ. 246035 - 241078 xyxy=(1355,1197,1522,1214)
box-title: ΕΡΓΑΣΤΗΡΙ ΚΟΠΤΙΚΗΣ ΡΑΠΤΙΚΗΣ xyxy=(1006,978,1290,1032)
classified-ad: ΖΗΤΕΙΤΑΙ υπάλληλος για ιατρικό εργαστήριο BLUE DESSERT PUB-CAFETERIA 0897/41.402 xyxy=(505,508,724,549)
box-mpoulakakis xyxy=(1331,1879,1546,2051)
classified-ad: ΚΟΙΝΩΝ. ΛΕΙΤΟΥΡΓΟΣ εκπαιδευτικός αναλαμβάνει παιδιά 6-14 χρόνων. Πληρ.Τηλ: 236.112 xyxy=(1329,698,1548,739)
classified-ad: ΖΗΤΕΙΤΑΙ έμπειρη φιλική κυρία για φροντίδα μωρού 15 μηνών. Πληρ.Τηλ: 254.631 από 4.30-6.30μ.μ. xyxy=(263,638,482,678)
classified-ad: ΕΝΟΙΚΙΑΖΕΤΑΙ διαμέρισμα 3άρι επιπλωμένο. Πληρ.Τηλ: 246.274 xyxy=(747,1236,966,1263)
box-text: Με πολύχρονη πείρα και υπευθυνότητα, αναλαμβάνει μανικιούρ πεντικιούρ ανατομικά στο σπίτι σας. xyxy=(1342,1322,1535,1383)
classified-ad: ΖΗΤΟΥΝΤΑΙ νέοι και νέες για καθημερινή εργασία. Πληρ.Τηλ: 225.886, 223.928 xyxy=(505,949,724,989)
classified-ad: ΕΝΟΙΚΙΑΖΕΤΑΙ γκαρσονιέρα επιπλωμένη με τα όλα το χρόνο. Πληρ.Τηλ: 237.040 xyxy=(989,133,1306,160)
classified-ad: ΖΗΤΕΙΤΑΙ καθηγητής καθηγήτρια αγγλικών για ιδιαίτερα μαθήματα. Πληρ.Τηλ: 285.753, 0897/22.706 xyxy=(20,1073,240,1114)
box-line: αλογίσια xyxy=(1403,1119,1474,1136)
classified-ad: ΖΗΤΕΙΤΑΙ νεαρός μπάρμαν και πολύ καλός σε αντίστοιχο μπαρ. Πληρ.Τηλ: 280.003 μετά τις 8μ.μ. xyxy=(747,444,966,484)
classified-ad: ΖΗΤΕΙΤΑΙ σερβιτόρος με γνώση αγγλικών για κατάστημα. Πληρ.Τηλ: 234.554, 235.501 xyxy=(20,1245,240,1286)
box-ilektrosynetairiki xyxy=(990,1119,1304,1321)
classified-ad: ΖΗΤΕΙΤΑΙ τεχνίτης ζαχαροπλαστικής για ΑΝΑΠΗΡΙΑ. Πληρ.Τηλ: 244.298 xyxy=(505,601,724,628)
classified-ad: ΕΝΟΙΚΙΑΖΕΤΑΙ 3άρι επιπλωμένο. Πληρ.Τηλ: 226.381 xyxy=(989,328,1275,341)
banner-classifieds-3: ΜΙΚΡΕΣ ΑΓΓΕΛΙΕΣ xyxy=(1200,42,1554,123)
classified-ad: ΕΝΟΙΚΙΑΖΕΤΑΙ διαμέρισμα στη Ν. Αλικαρνασσό. Πληρ.Τηλ: 229.243 xyxy=(989,444,1306,471)
